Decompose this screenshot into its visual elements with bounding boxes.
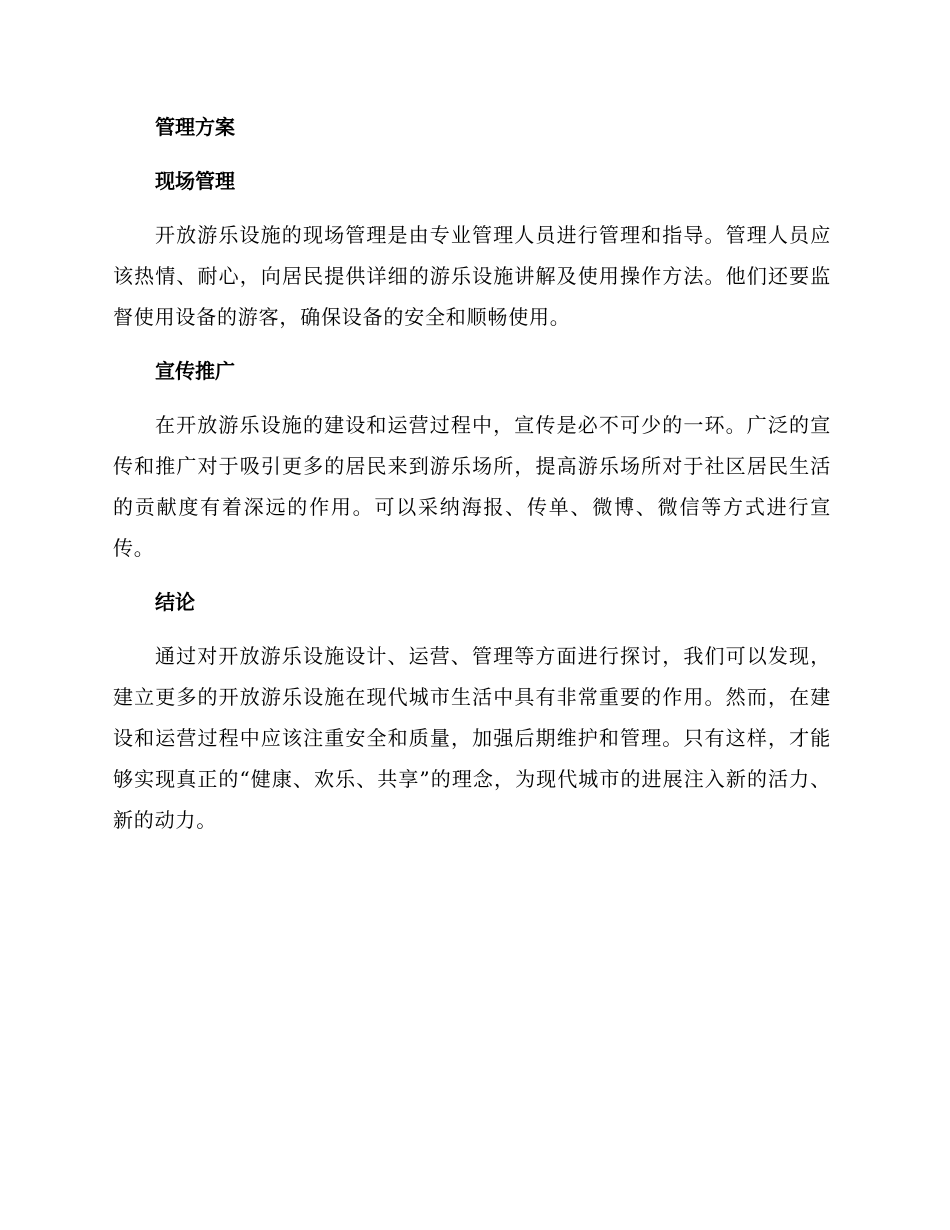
subsection-heading-conclusion: 结论 (155, 590, 195, 614)
document-body (113, 107, 831, 854)
paragraph-onsite-management: 开放游乐设施的现场管理是由专业管理人员进行管理和指导。管理人员应该热情、耐心，向居民提供详细的游乐设施讲解及使用操作方法。他们还要监督使用设备的游客，确保设备的安全和顺畅使用。 (113, 223, 831, 329)
subsection-heading-promotion: 宣传推广 (155, 359, 235, 383)
paragraph-promotion: 在开放游乐设施的建设和运营过程中，宣传是必不可少的一环。广泛的宣传和推广对于吸引更多的居民来到游乐场所，提高游乐场所对于社区居民生活的贡献度有着深远的作用。可以采纳海报、传单、微博、微信等方式进行宣传。 (113, 413, 831, 560)
section-title: 管理方案 (155, 115, 235, 139)
subsection-heading-onsite-management: 现场管理 (155, 169, 235, 193)
paragraph-conclusion: 通过对开放游乐设施设计、运营、管理等方面进行探讨，我们可以发现，建立更多的开放游乐设施在现代城市生活中具有非常重要的作用。然而，在建设和运营过程中应该注重安全和质量，加强后期维护和管理。只有这样，才能够实现真正的“健康、欢乐、共享”的理念，为现代城市的进展注入新的活力、新的动力。 (113, 644, 831, 832)
